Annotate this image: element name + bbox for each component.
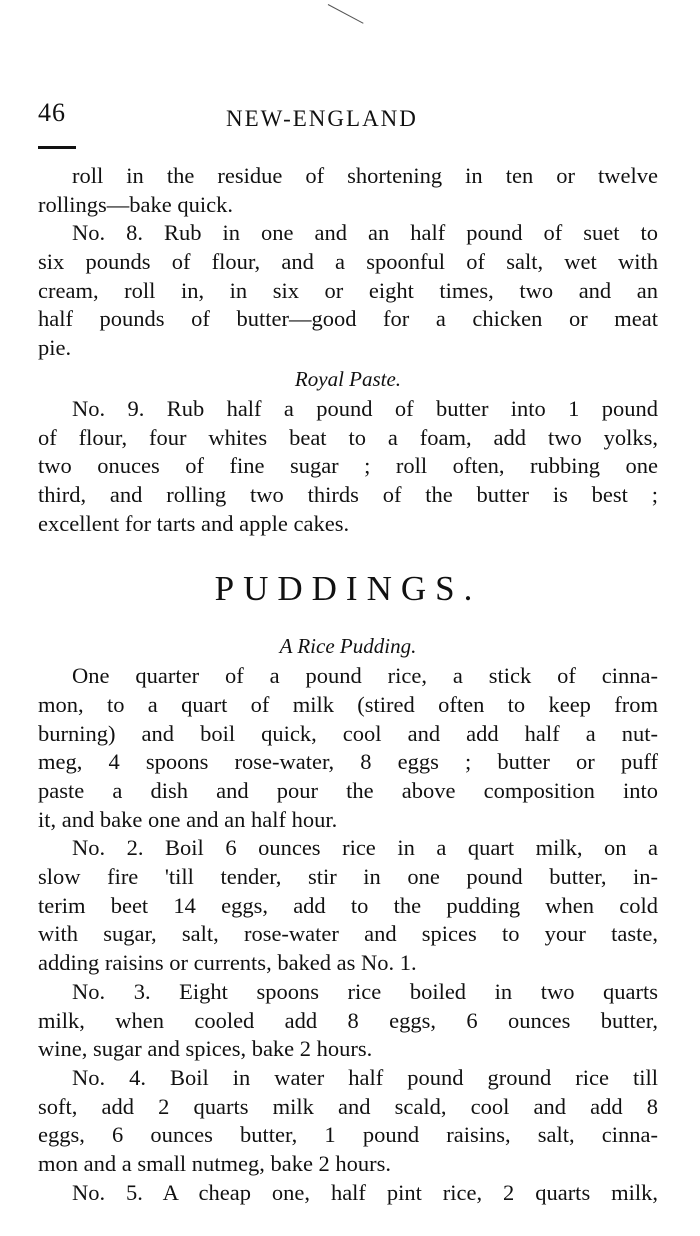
paragraph: [38, 1064, 658, 1179]
text-line: No. 5. A cheap one, half pint rice, 2 quarts milk,: [72, 1179, 658, 1205]
text-line: paste a dish and pour the above composition into: [38, 778, 658, 803]
text-line: half pounds of butter—good for a chicken or meat: [38, 306, 658, 332]
running-head: NEW-ENGLAND: [226, 106, 418, 131]
text-line: No. 4. Boil in water half pound ground rice till: [72, 1064, 658, 1090]
text-line: roll in the residue of shortening in ten or twelve: [72, 163, 658, 188]
text-line: slow fire 'till tender, stir in one pound butter, in-: [38, 864, 658, 890]
text-line: milk, when cooled add 8 eggs, 6 ounces butter,: [38, 1007, 658, 1033]
text-line: mon, to a quart of milk (stired often to keep from: [38, 691, 658, 717]
paragraph: [38, 219, 658, 362]
text-line: it, and bake one and an half hour.: [38, 806, 338, 832]
paragraph: [38, 162, 658, 219]
text-line: No. 9. Rub half a pound of butter into 1 pound: [72, 395, 658, 421]
page-number: 46: [38, 98, 66, 127]
text-line: mon and a small nutmeg, bake 2 hours.: [38, 1150, 392, 1176]
text-line: One quarter of a pound rice, a stick of cinna-: [72, 663, 658, 689]
text-line: terim beet 14 eggs, add to the pudding when cold: [38, 892, 658, 918]
section-title: PUDDINGS.: [214, 569, 482, 609]
page-number-rule: [38, 146, 76, 149]
paragraph: [38, 395, 658, 538]
text-line: with sugar, salt, rose-water and spices to your taste,: [38, 921, 658, 947]
text-line: pie.: [38, 335, 72, 361]
paragraph: [38, 1179, 658, 1208]
paragraph: [38, 662, 658, 834]
text-line: of flour, four whites beat to a foam, add two yolks,: [38, 424, 658, 450]
text-line: wine, sugar and spices, bake 2 hours.: [38, 1036, 373, 1062]
page-body: [38, 162, 658, 1207]
text-line: No. 3. Eight spoons rice boiled in two quarts: [72, 978, 658, 1004]
recipe-heading: Royal Paste.: [294, 366, 402, 391]
text-line: burning) and boil quick, cool and add half a nut-: [38, 720, 658, 746]
text-line: meg, 4 spoons rose-water, 8 eggs ; butter or puff: [38, 749, 658, 775]
stray-ink-mark: [328, 4, 364, 24]
text-line: cream, roll in, in six or eight times, two and an: [38, 277, 658, 303]
text-line: soft, add 2 quarts milk and scald, cool and add 8: [38, 1093, 658, 1119]
text-line: No. 8. Rub in one and an half pound of suet to: [72, 220, 658, 246]
text-line: two onuces of fine sugar ; roll often, rubbing one: [38, 453, 658, 479]
text-line: excellent for tarts and apple cakes.: [38, 510, 350, 536]
paragraph: [38, 834, 658, 977]
paragraph: [38, 978, 658, 1064]
text-line: No. 2. Boil 6 ounces rice in a quart milk, on a: [72, 835, 658, 861]
text-line: adding raisins or currents, baked as No. 1.: [38, 950, 417, 976]
text-line: third, and rolling two thirds of the butter is best ;: [38, 481, 658, 507]
text-line: eggs, 6 ounces butter, 1 pound raisins, salt, cinna-: [38, 1122, 658, 1148]
page-header: [38, 98, 658, 138]
text-line: six pounds of flour, and a spoonful of salt, wet with: [38, 249, 658, 275]
text-line: rollings—bake quick.: [38, 191, 233, 217]
recipe-heading: A Rice Pudding.: [279, 634, 417, 659]
